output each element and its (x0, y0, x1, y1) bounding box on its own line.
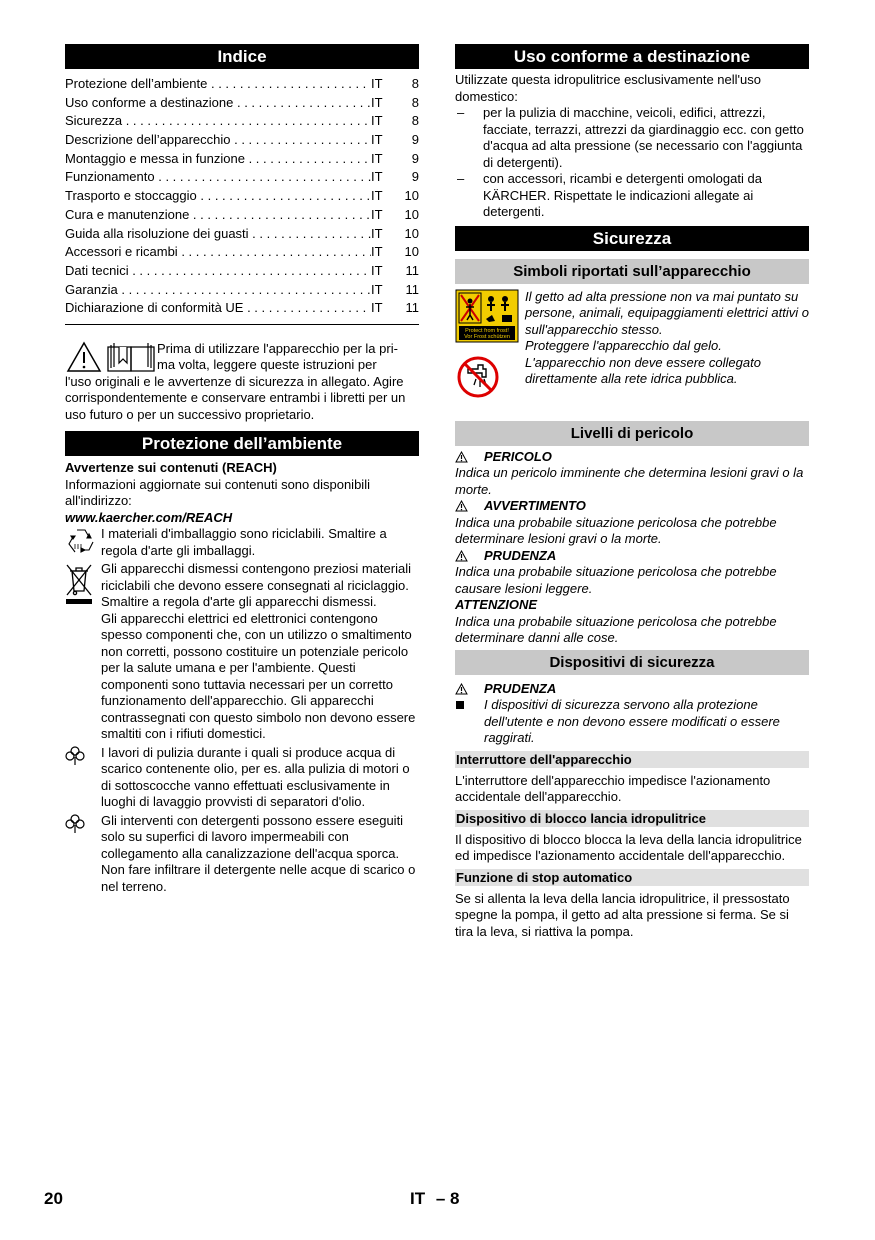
switch-text: L'interruttore dell'apparecchio impedisce l'azionamento accidentale dell'apparecchio. (455, 772, 771, 804)
symbol-1-text-2: Proteggere l'apparecchio dal gelo. (525, 338, 722, 353)
toc-lang: IT (371, 188, 383, 204)
toc-row[interactable] (65, 75, 419, 94)
toc-row[interactable] (65, 225, 419, 244)
table-of-contents (65, 75, 419, 318)
toc-lang: IT (371, 76, 383, 91)
recycle-note (65, 526, 419, 559)
recycle-icon (65, 526, 101, 559)
reach-text: Informazioni aggiornate sui contenuti sono disponibili all'indirizzo: (65, 476, 370, 509)
intro-text: l'uso originali e le avvertenze di sicurezza in allegato. Agire corrispondentemente e conservare entrambi i libretti per un uso futuro o per un successivo proprietario. (65, 373, 406, 422)
toc-label[interactable]: Montaggio e messa in funzione . . . (65, 150, 371, 169)
environment-tree-icon (65, 745, 101, 811)
toc-row[interactable] (65, 281, 419, 300)
toc-lang: IT (371, 244, 383, 260)
lock-heading: Dispositivo di blocco lancia idropulitrice (455, 810, 809, 827)
toc-lang: IT (371, 132, 383, 148)
oil-text: I lavori di pulizia durante i quali si produce acqua di scarico contenente olio, per es. alla pulizia di motori o di sottoscocche vanno effettuati esclusivamente in luoghi di lavaggio provvisti di separatori d'olio. (101, 744, 410, 810)
warning-triangle-icon (455, 683, 484, 695)
danger-level-name: PRUDENZA (484, 547, 557, 563)
toc-lang: IT (371, 281, 383, 297)
lock-text: Il dispositivo di blocco blocca la leva della lancia idropulitrice ed impedisce l'azionamento accidentale dell'apparecchio. (455, 831, 802, 863)
oil-note (65, 745, 419, 811)
danger-level-label (455, 449, 809, 466)
use-item-text: con accessori, ricambi e detergenti omologati da KÄRCHER. Rispettate le indicazioni allegate ai detergenti. (483, 171, 762, 219)
toc-label[interactable]: Protezione dell’ambiente . . . (65, 75, 371, 94)
toc-row[interactable] (65, 112, 419, 131)
toc-page: 11 (405, 262, 419, 278)
toc-page: 8 (411, 76, 419, 91)
danger-levels-heading: Livelli di pericolo (455, 421, 809, 446)
weee-note (65, 561, 419, 743)
weee-text-2: Gli apparecchi elettrici ed elettronici contengono spesso componenti che, con un utilizzo o smaltimento non corretti, possono costituire un potenziale pericolo per la salute umana e per l'ambiente. Questi componenti sono tuttavia necessari per un corretto funzionamento dell'apparecchio. Gli apparecchi contrassegnati con questo simbolo non devono essere smaltiti con i rifiuti domestici. (101, 610, 416, 742)
toc-divider (65, 324, 419, 325)
intro-notice (65, 341, 419, 424)
page-number: 20 (44, 1189, 63, 1208)
detergent-note (65, 813, 419, 896)
attention-label: ATTENZIONE (455, 597, 538, 612)
attention-text: Indica una probabile situazione pericolosa che potrebbe determinare danni alle cose. (455, 613, 777, 645)
devices-warning (455, 681, 809, 698)
toc-row[interactable] (65, 94, 419, 113)
devices-warning-label: PRUDENZA (484, 680, 557, 696)
recycle-text: I materiali d'imballaggio sono riciclabili. Smaltire a regola d'arte gli imballaggi. (101, 526, 387, 558)
toc-row[interactable] (65, 168, 419, 187)
symbols-heading: Simboli riportati sull’apparecchio (455, 259, 809, 284)
toc-label[interactable]: Trasporto e stoccaggio . . . (65, 187, 371, 206)
switch-heading: Interruttore dell'apparecchio (455, 751, 809, 768)
footer-section-ref (410, 1191, 459, 1208)
symbol-1-text: Il getto ad alta pressione non va mai puntato su persone, animali, equipaggiamenti elettrici attivi o sull'apparecchio stesso. (525, 288, 809, 337)
toc-row[interactable] (65, 243, 419, 262)
dash-marker: – (457, 171, 465, 186)
label-text-2: Vor Frost schützen (464, 333, 510, 340)
environment-tree-icon (65, 813, 101, 896)
dash-marker: – (457, 105, 465, 120)
toc-label[interactable]: Cura e manutenzione . . . (65, 206, 371, 225)
toc-row[interactable] (65, 206, 419, 225)
footer-lang: IT (410, 1189, 426, 1208)
intro-icons (65, 341, 157, 373)
toc-lang: IT (371, 262, 383, 278)
danger-level-name: PERICOLO (484, 448, 552, 464)
weee-text-block (101, 561, 419, 743)
autostop-text: Se si allenta la leva della lancia idropulitrice, il pressostato spegne la pompa, il getto ad alta pressione si ferma. Se si tira la leva, si riattiva la pompa. (455, 890, 790, 939)
use-item (455, 105, 809, 171)
danger-level-text: Indica una probabile situazione pericolosa che potrebbe causare lesioni leggere. (455, 564, 777, 596)
toc-row[interactable] (65, 131, 419, 150)
toc-label[interactable]: Garanzia . . . (65, 281, 371, 300)
toc-lang: IT (371, 113, 383, 129)
reach-link[interactable]: www.kaercher.com/REACH (65, 509, 233, 525)
toc-label[interactable]: Accessori e ricambi . . . (65, 243, 371, 262)
devices-bullet (455, 697, 809, 747)
use-item-text: per la pulizia di macchine, veicoli, edifici, attrezzi, facciate, terrazzi, attrezzi da giardinaggio ecc. con getto d'acqua ad alta pressione (se necessario con l'aggiunta di detergenti). (483, 105, 804, 170)
toc-lang: IT (371, 225, 383, 241)
right-column (455, 44, 809, 940)
warning-manual-icon (65, 341, 157, 373)
toc-label[interactable]: Descrizione dell’apparecchio . . . (65, 131, 371, 150)
square-bullet-icon (455, 697, 484, 747)
danger-levels-list (455, 449, 809, 598)
toc-page: 10 (404, 206, 419, 222)
safety-heading: Sicurezza (455, 226, 809, 251)
toc-page: 10 (404, 188, 419, 204)
no-water-connection-icon (455, 355, 525, 399)
symbol-note-1 (455, 289, 809, 355)
weee-text: Gli apparecchi dismessi contengono preziosi materiali riciclabili che devono essere consegnati al riciclaggio. Smaltire a regola d'arte gli apparecchi dismessi. (101, 561, 411, 610)
danger-level-text: Indica una probabile situazione pericolosa che potrebbe determinare lesioni gravi o la morte. (455, 514, 777, 546)
toc-label[interactable]: Dichiarazione di conformità UE . . . (65, 299, 371, 318)
warning-triangle-icon (455, 500, 484, 512)
toc-lang: IT (371, 300, 383, 316)
danger-level-label (455, 548, 809, 565)
symbol-note-2 (455, 355, 809, 399)
toc-row[interactable] (65, 299, 419, 318)
toc-row[interactable] (65, 262, 419, 281)
danger-level-text: Indica un pericolo imminente che determina lesioni gravi o la morte. (455, 465, 804, 497)
intro-line-2: ma volta, leggere queste istruzioni per (157, 357, 377, 373)
intro-line-1: Prima di utilizzare l'apparecchio per la pri- (157, 340, 398, 356)
crossed-bin-icon (65, 561, 101, 743)
symbol-2-text: L'apparecchio non deve essere collegato direttamente alla rete idrica pubblica. (525, 354, 761, 386)
warning-triangle-icon (455, 550, 484, 562)
toc-page: 9 (411, 132, 419, 148)
safety-devices-heading: Dispositivi di sicurezza (455, 650, 809, 675)
toc-lang: IT (371, 94, 383, 110)
use-intro: Utilizzate questa idropulitrice esclusivamente nell'uso domestico: (455, 72, 761, 104)
indice-heading: Indice (65, 44, 419, 69)
toc-label[interactable]: Funzionamento . . . (65, 168, 371, 187)
toc-page: 10 (404, 225, 419, 241)
toc-page: 9 (411, 169, 419, 185)
label-text-1: Protect from frost! (465, 327, 509, 334)
toc-page: 11 (405, 300, 419, 316)
autostop-heading: Funzione di stop automatico (455, 869, 809, 886)
symbol-1-block (525, 289, 809, 355)
detergent-text: Gli interventi con detergenti possono essere eseguiti solo su superfici di lavoro impermeabili con collegamento alla canalizzazione dell'acqua sporca. Non fare infiltrare il detergente nelle acque di scarico o nel terreno. (101, 812, 416, 894)
danger-level-name: AVVERTIMENTO (484, 498, 586, 513)
toc-page: 9 (411, 150, 419, 166)
devices-bullet-text: I dispositivi di sicurezza servono alla protezione dell'utente e non devono essere modificati o essere raggirati. (484, 697, 780, 745)
warning-triangle-icon (455, 451, 484, 463)
toc-lang: IT (371, 169, 383, 185)
toc-label[interactable]: Dati tecnici . . . (65, 262, 371, 281)
device-label-icon (455, 289, 525, 355)
reach-heading: Avvertenze sui contenuti (REACH) (65, 460, 277, 476)
toc-lang: IT (371, 206, 383, 222)
use-heading: Uso conforme a destinazione (455, 44, 809, 69)
toc-label[interactable]: Guida alla risoluzione dei guasti . . . (65, 225, 371, 244)
use-item (455, 171, 809, 221)
toc-label[interactable]: Uso conforme a destinazione . . . (65, 94, 371, 113)
toc-lang: IT (371, 150, 383, 166)
toc-page: 8 (411, 113, 419, 129)
toc-row[interactable] (65, 150, 419, 169)
danger-level-label (455, 498, 809, 515)
toc-page: 10 (404, 244, 419, 260)
footer-page-ref: – 8 (435, 1189, 460, 1208)
toc-page: 11 (405, 281, 419, 297)
toc-label[interactable]: Sicurezza . . . (65, 112, 371, 131)
environment-heading: Protezione dell’ambiente (65, 431, 419, 456)
toc-row[interactable] (65, 187, 419, 206)
left-column (65, 44, 419, 895)
toc-page: 8 (411, 94, 419, 110)
